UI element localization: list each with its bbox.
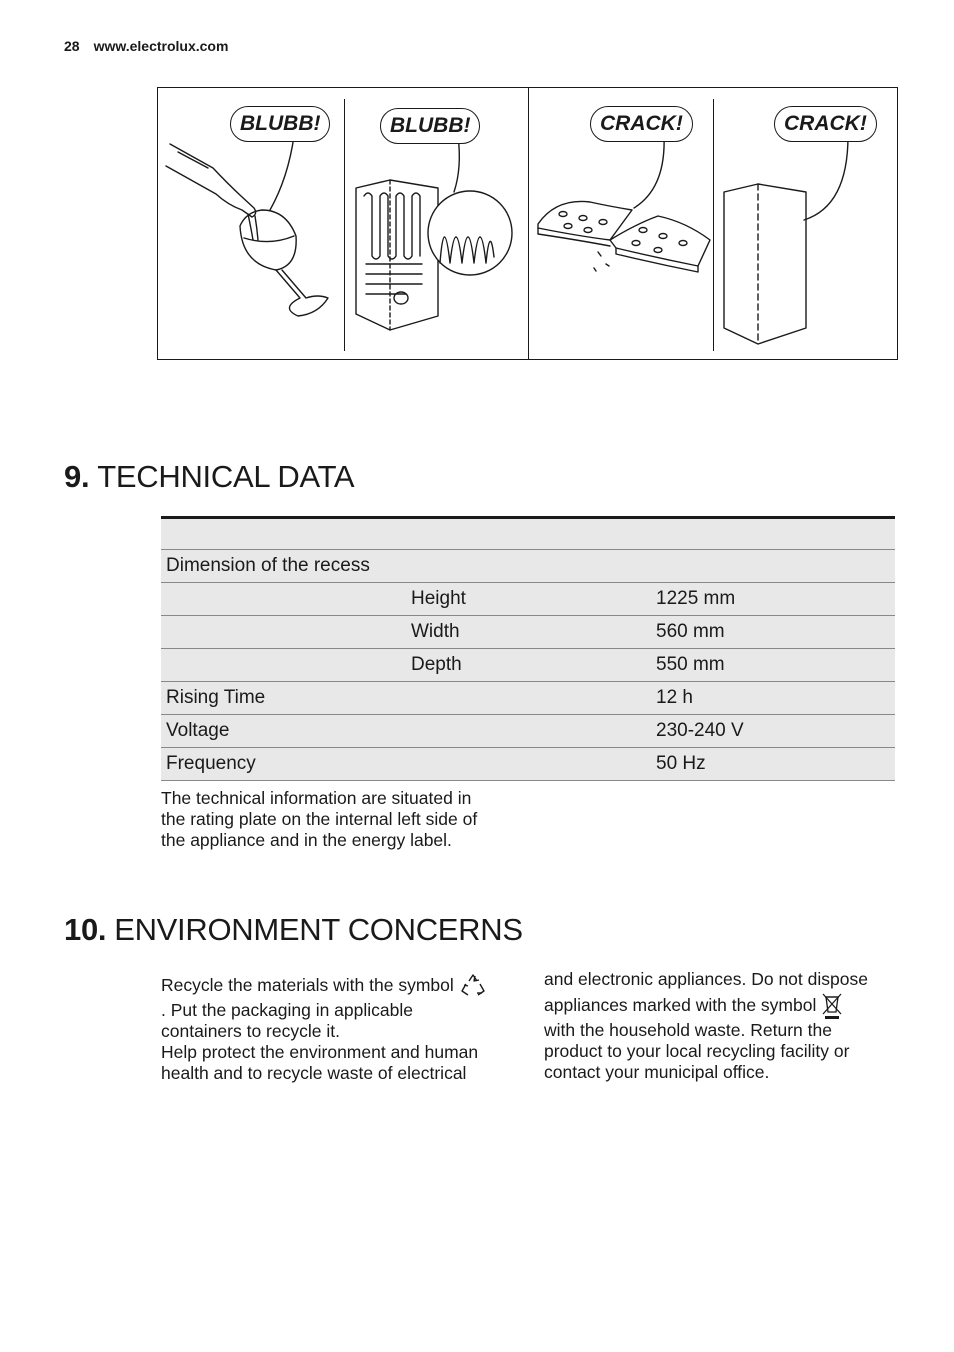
row-label: Rising Time [161, 682, 406, 715]
row-value: 50 Hz [651, 748, 895, 781]
environment-left-column [161, 972, 521, 1084]
table-row [161, 748, 895, 781]
bubble-tail-4 [804, 136, 848, 220]
text-line: The technical information are situated in [161, 788, 472, 808]
bubble-tail-1 [270, 136, 294, 210]
section-heading: ENVIRONMENT CONCERNS [114, 912, 523, 947]
table-row [161, 616, 895, 649]
section-10-title [64, 912, 523, 948]
table-row [161, 550, 895, 583]
website-link[interactable]: www.electrolux.com [93, 38, 229, 54]
row-sub: Depth [406, 649, 651, 682]
section-heading: TECHNICAL DATA [97, 459, 355, 494]
table-row [161, 715, 895, 748]
row-value: 560 mm [651, 616, 895, 649]
row-label: Dimension of the recess [161, 550, 406, 583]
table-header-cell [161, 518, 895, 550]
row-sub: Height [406, 583, 651, 616]
text-line: contact your municipal office. [544, 1062, 770, 1082]
panel-divider [713, 99, 714, 351]
row-sub: Width [406, 616, 651, 649]
technical-data-table [161, 516, 895, 781]
text-line: with the household waste. Return the [544, 1020, 832, 1040]
ice-tray-drawing [538, 201, 710, 272]
panel-divider [344, 99, 345, 351]
row-sub [406, 715, 651, 748]
technical-note [161, 788, 477, 851]
fridge-coil-drawing [356, 180, 512, 330]
row-sub [406, 748, 651, 781]
fridge-front-drawing [724, 184, 806, 344]
row-label [161, 649, 406, 682]
page-header [64, 38, 228, 54]
section-9-title [64, 459, 354, 495]
table-row [161, 583, 895, 616]
row-label [161, 583, 406, 616]
row-value: 550 mm [651, 649, 895, 682]
page-number: 28 [64, 38, 80, 54]
speech-bubble: CRACK! [774, 106, 877, 142]
row-value: 230-240 V [651, 715, 895, 748]
section-number: 10. [64, 912, 107, 947]
row-label: Frequency [161, 748, 406, 781]
speech-bubble: BLUBB! [230, 106, 330, 142]
crossed-bin-icon [821, 992, 843, 1020]
table-row [161, 649, 895, 682]
bottle-pouring-drawing [166, 144, 328, 316]
table-header-row [161, 518, 895, 550]
environment-right-column [544, 969, 904, 1083]
text-line: and electronic appliances. Do not dispose [544, 969, 868, 989]
text-line: Help protect the environment and human [161, 1042, 479, 1062]
row-value: 12 h [651, 682, 895, 715]
row-value [651, 550, 895, 583]
section-number: 9. [64, 459, 90, 494]
panel-divider-main [528, 88, 529, 359]
row-value: 1225 mm [651, 583, 895, 616]
row-sub [406, 682, 651, 715]
speech-bubble: CRACK! [590, 106, 693, 142]
row-label [161, 616, 406, 649]
bubble-tail-2 [454, 136, 459, 192]
text-line-with-icon [544, 990, 904, 1020]
text-line: appliances marked with the symbol [544, 995, 817, 1015]
text-line: product to your local recycling facility or [544, 1041, 850, 1061]
row-sub [406, 550, 651, 583]
table-row [161, 682, 895, 715]
text-line: health and to recycle waste of electrical [161, 1063, 467, 1083]
row-label: Voltage [161, 715, 406, 748]
speech-bubble: BLUBB! [380, 108, 480, 144]
text-line: . Put the packaging in applicable [161, 1000, 413, 1020]
text-line: the appliance and in the energy label. [161, 830, 452, 850]
text-line: Recycle the materials with the symbol [161, 975, 454, 995]
noise-illustration [157, 87, 898, 360]
text-line: the rating plate on the internal left side of [161, 809, 478, 829]
recycle-icon [459, 972, 487, 1000]
text-line-with-icon [161, 972, 521, 1000]
text-line: containers to recycle it. [161, 1021, 340, 1041]
bubble-tail-3 [634, 136, 664, 208]
